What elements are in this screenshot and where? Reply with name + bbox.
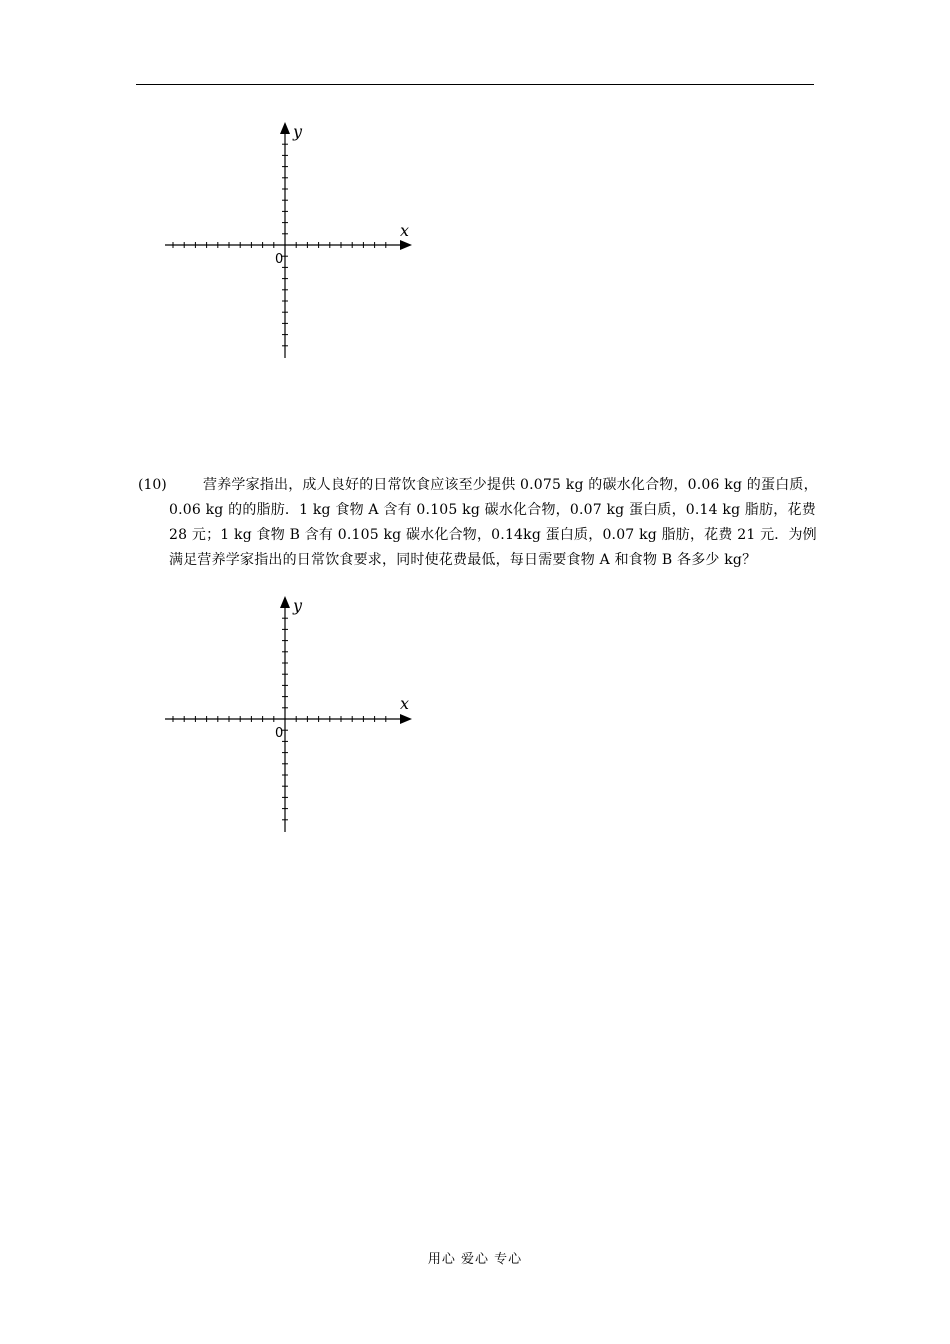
axes-svg-top — [160, 118, 420, 363]
origin-label: 0 — [275, 726, 284, 741]
x-axis-arrow — [400, 714, 412, 724]
axes-lines — [165, 596, 412, 832]
page-footer: 用心 爱心 专心 — [427, 1252, 523, 1267]
problem-text: 营养学家指出，成人良好的日常饮食应该至少提供 0.075 kg 的碳水化合物，0.06 kg 的蛋白质，0.06 kg 的的脂肪．1 kg 食物 A 含有 0.105 kg 碳水化合物，0.07 kg 蛋白质，0.14 kg 脂肪，花费 28 元；1 kg 食物 B 含有 0.105 kg 碳水化合物，0.14kg 蛋白质，0.07 kg 脂肪，花费 21 元．为例满足营养学家指出的日常饮食要求，同时使花费最低，每日需要食物 A 和食物 B 各多少 kg？ — [169, 477, 818, 568]
problem-10 — [138, 473, 828, 573]
x-axis-label: x — [400, 221, 410, 240]
axes-svg-bottom — [160, 592, 420, 837]
x-axis-label: x — [400, 694, 410, 713]
y-axis-label: y — [293, 596, 303, 615]
problem-number: (10) — [138, 477, 167, 493]
axes-lines — [165, 122, 412, 358]
coordinate-axes-bottom — [160, 592, 420, 837]
y-axis-arrow — [280, 596, 290, 608]
x-axis-arrow — [400, 240, 412, 250]
origin-label: 0 — [275, 252, 284, 267]
y-axis-arrow — [280, 122, 290, 134]
coordinate-axes-top — [160, 118, 420, 363]
header-rule — [136, 84, 814, 85]
y-axis-label: y — [293, 122, 303, 141]
